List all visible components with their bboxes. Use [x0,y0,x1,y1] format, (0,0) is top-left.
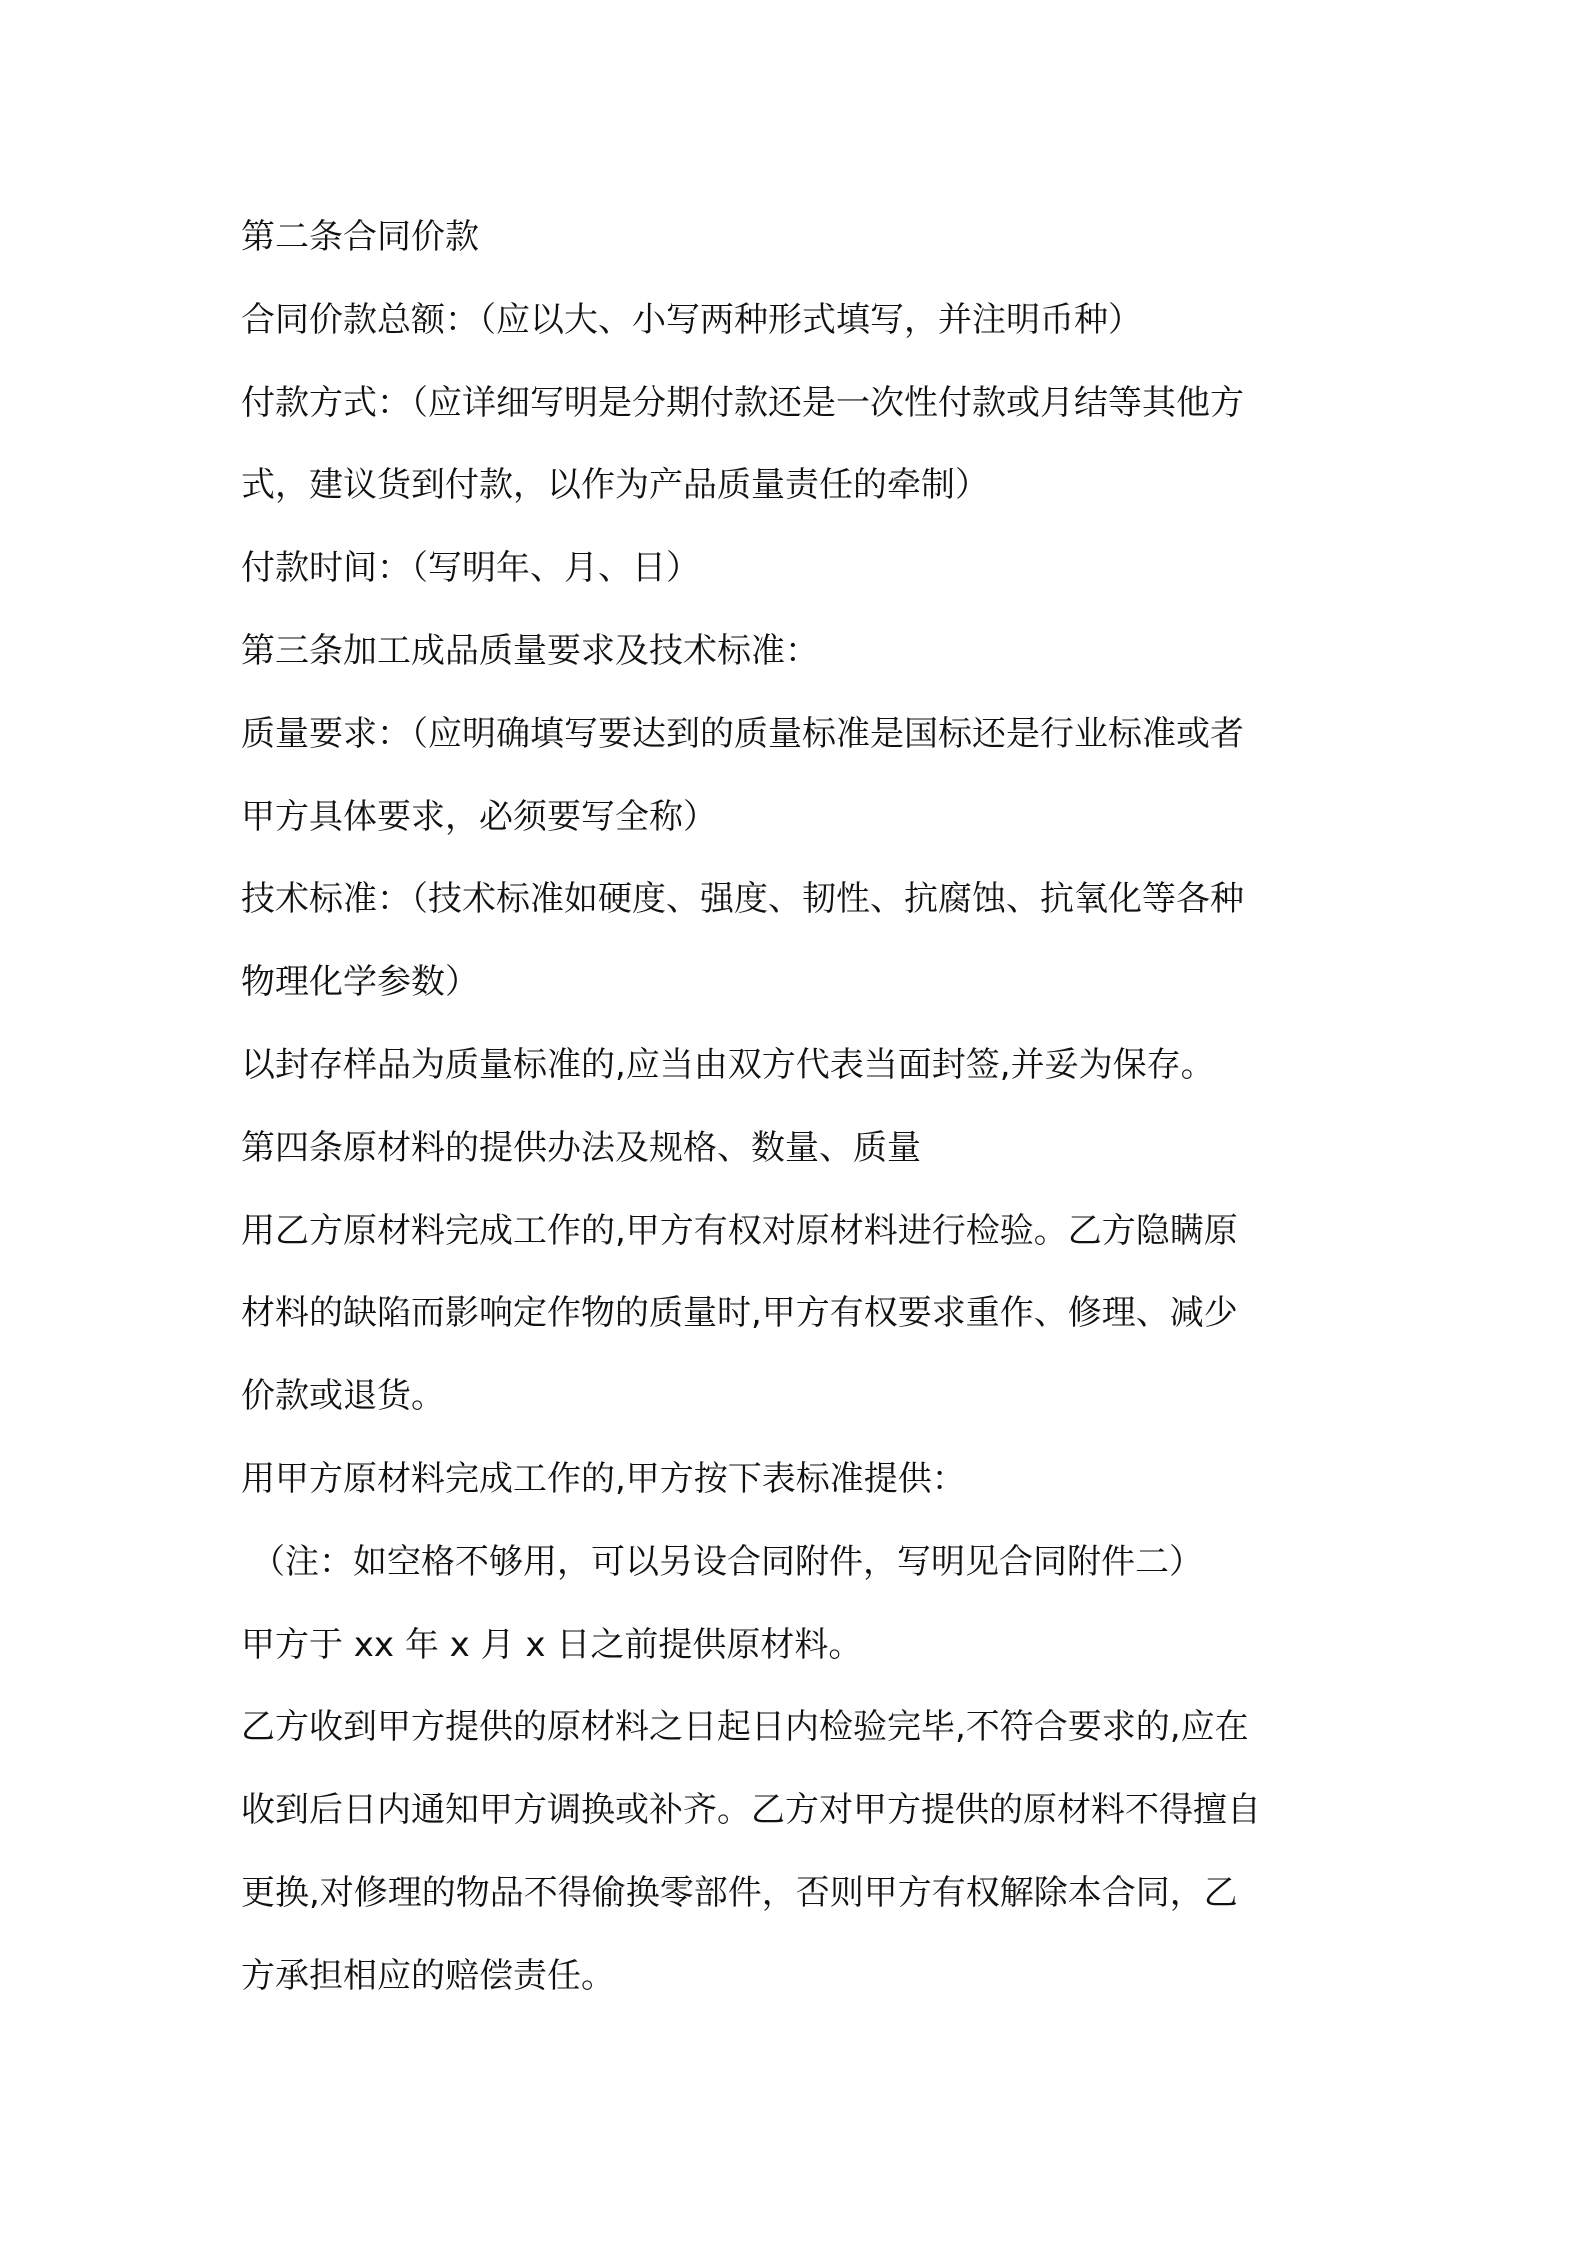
contract-price-total-line: 合同价款总额：（应以大、小写两种形式填写，并注明币种） [241,299,1142,340]
inspection-line-4: 方承担相应的赔偿责任。 [241,1955,615,1996]
party-b-materials-line-2: 材料的缺陷而影响定作物的质量时,甲方有权要求重作、修理、减少 [241,1293,1238,1334]
party-b-materials-line-3: 价款或退货。 [241,1376,445,1417]
heading-article-three: 第三条加工成品质量要求及技术标准： [241,630,819,671]
quality-requirement-line-2: 甲方具体要求，必须要写全称） [241,796,717,837]
material-delivery-date-line: 甲方于 xx 年 x 月 x 日之前提供原材料。 [241,1624,863,1665]
payment-method-line-1: 付款方式：（应详细写明是分期付款还是一次性付款或月结等其他方 [241,382,1244,423]
quality-requirement-line-1: 质量要求：（应明确填写要达到的质量标准是国标还是行业标准或者 [241,713,1244,754]
technical-standard-line-2: 物理化学参数） [241,962,479,1003]
inspection-line-1: 乙方收到甲方提供的原材料之日起日内检验完毕,不符合要求的,应在 [241,1707,1249,1748]
payment-time-line: 付款时间：（写明年、月、日） [241,548,700,589]
attachment-note-line: （注：如空格不够用，可以另设合同附件，写明见合同附件二） [251,1541,1203,1582]
party-a-materials-line: 用甲方原材料完成工作的,甲方按下表标准提供： [241,1458,966,1499]
payment-method-line-2: 式，建议货到付款，以作为产品质量责任的牵制） [241,465,989,506]
sample-standard-line: 以封存样品为质量标准的,应当由双方代表当面封签,并妥为保存。 [241,1044,1215,1085]
party-b-materials-line-1: 用乙方原材料完成工作的,甲方有权对原材料进行检验。乙方隐瞒原 [241,1210,1238,1251]
inspection-line-2: 收到后日内通知甲方调换或补齐。乙方对甲方提供的原材料不得擅自 [241,1790,1261,1831]
contract-text-body [241,196,1361,2018]
heading-article-four: 第四条原材料的提供办法及规格、数量、质量 [241,1127,921,1168]
inspection-line-3: 更换,对修理的物品不得偷换零部件，否则甲方有权解除本合同，乙 [241,1872,1238,1913]
heading-article-two: 第二条合同价款 [241,217,479,257]
technical-standard-line-1: 技术标准：（技术标准如硬度、强度、韧性、抗腐蚀、抗氧化等各种 [241,879,1244,920]
